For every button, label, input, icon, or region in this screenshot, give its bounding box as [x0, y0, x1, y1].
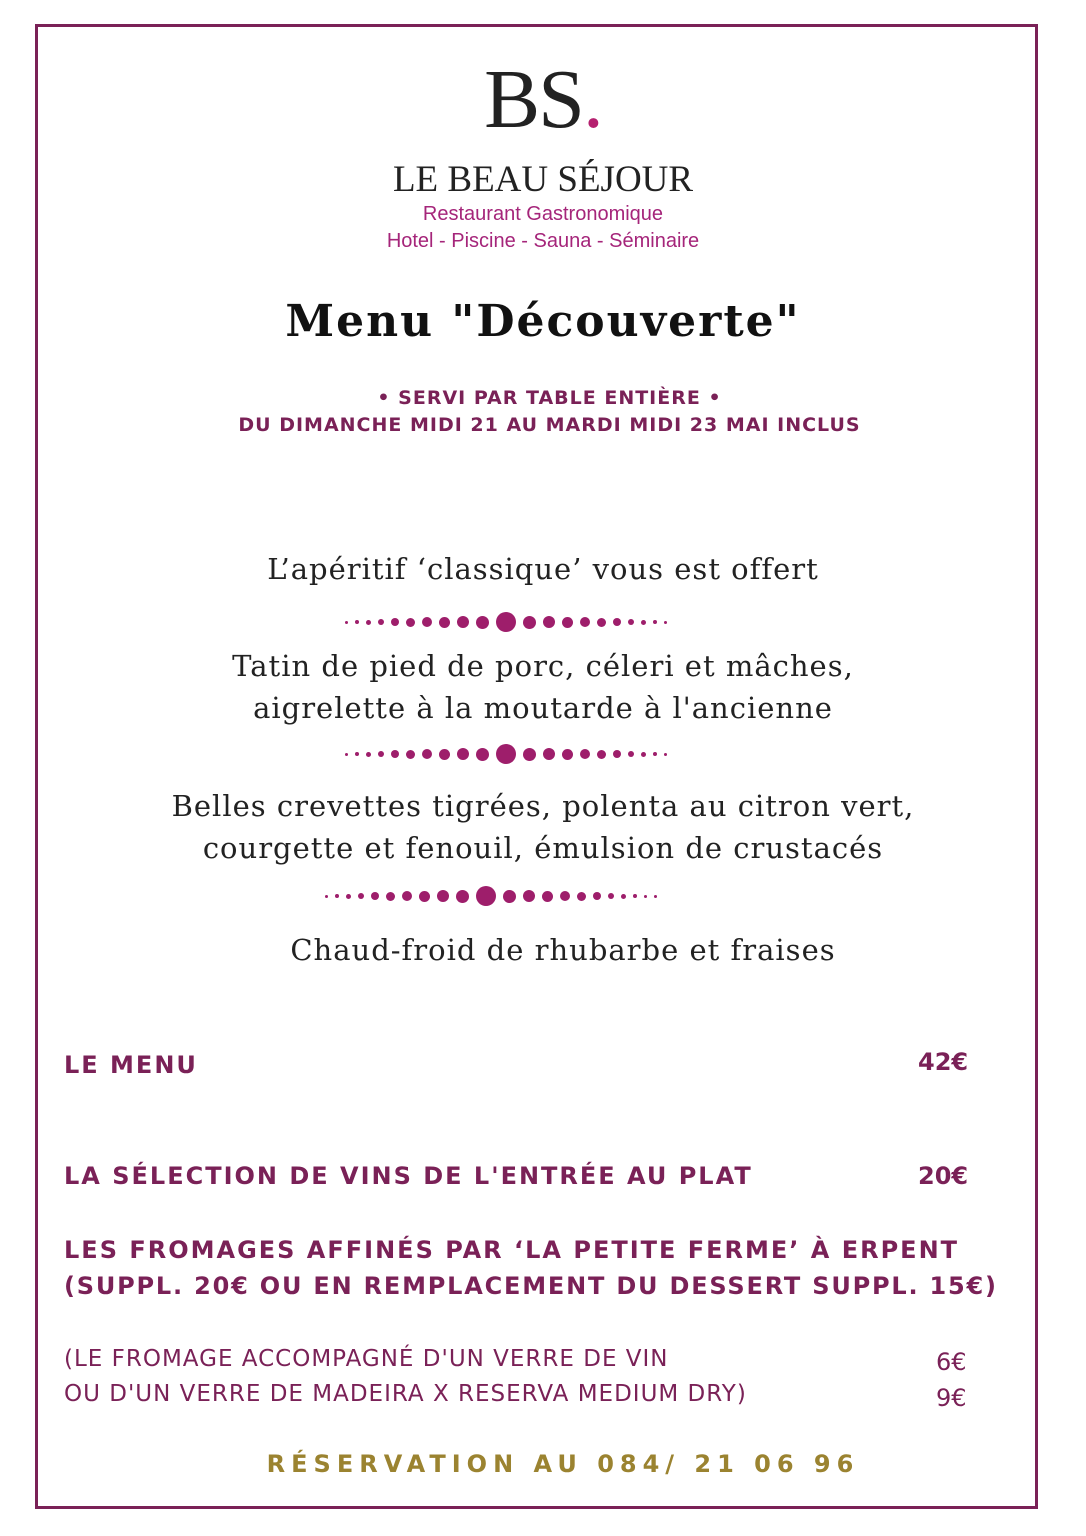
- cheese-line-2: (SUPPL. 20€ OU EN REMPLACEMENT DU DESSERT SUPPL. 15€): [64, 1272, 998, 1300]
- pairing-price-2: 9€: [936, 1384, 967, 1412]
- menu-price: 42€: [918, 1048, 969, 1076]
- restaurant-tagline: Restaurant Gastronomique: [422, 203, 664, 225]
- pairing-price-1: 6€: [936, 1348, 967, 1376]
- restaurant-name: LE BEAU SÉJOUR: [392, 159, 694, 200]
- dotted-divider: [325, 886, 664, 906]
- logo-dot: .: [582, 53, 602, 146]
- restaurant-services: Hotel - Piscine - Sauna - Séminaire: [386, 230, 700, 252]
- logo: [0, 53, 1086, 146]
- wine-selection-price: 20€: [918, 1162, 969, 1190]
- aperitif: L’apéritif ‘classique’ vous est offert: [267, 552, 819, 586]
- date-note: DU DIMANCHE MIDI 21 AU MARDI MIDI 23 MAI INCLUS: [238, 414, 861, 436]
- main-line-1: Belles crevettes tigrées, polenta au citron vert,: [171, 789, 915, 823]
- logo-letters: BS: [484, 53, 583, 146]
- cheese-line-1: LES FROMAGES AFFINÉS PAR ‘LA PETITE FERME’ À ERPENT: [64, 1236, 960, 1264]
- reservation-phone: RÉSERVATION AU 084/ 21 06 96: [266, 1450, 860, 1478]
- menu-title: Menu "Découverte": [285, 296, 801, 347]
- starter-line-1: Tatin de pied de porc, céleri et mâches,: [232, 649, 854, 683]
- starter-line-2: aigrelette à la moutarde à l'ancienne: [253, 691, 833, 725]
- pairing-line-2: OU D'UN VERRE DE MADEIRA X RESERVA MEDIUM DRY): [64, 1381, 747, 1407]
- wine-selection-label: LA SÉLECTION DE VINS DE L'ENTRÉE AU PLAT: [64, 1162, 753, 1190]
- menu-price-label: LE MENU: [64, 1051, 198, 1079]
- service-note: • SERVI PAR TABLE ENTIÈRE •: [377, 387, 722, 409]
- pairing-line-1: (LE FROMAGE ACCOMPAGNÉ D'UN VERRE DE VIN: [64, 1346, 669, 1372]
- main-line-2: courgette et fenouil, émulsion de crustacés: [202, 831, 884, 865]
- dotted-divider: [345, 744, 674, 764]
- dotted-divider: [345, 612, 674, 632]
- dessert: Chaud-froid de rhubarbe et fraises: [290, 933, 836, 967]
